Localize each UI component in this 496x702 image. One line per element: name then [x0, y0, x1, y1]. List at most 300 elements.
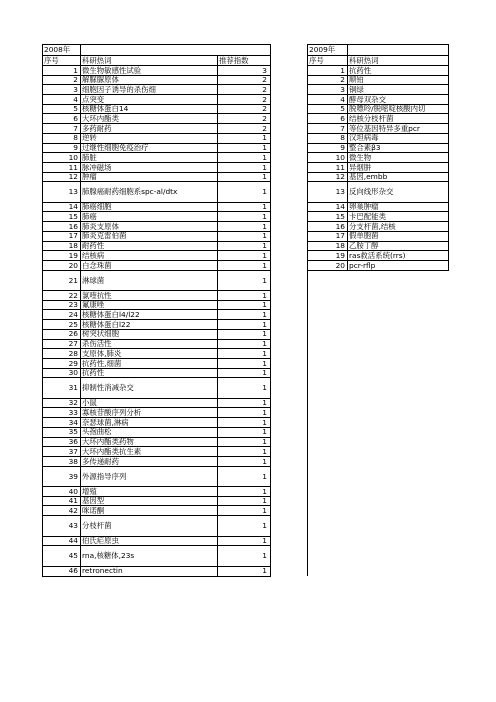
- hot-term: 肺腺癌耐药细胞系spc-al/dtx: [81, 182, 218, 203]
- column-gap: [271, 329, 308, 339]
- empty-cell: [348, 378, 449, 399]
- hot-term: 分枝杆菌: [81, 516, 218, 537]
- hot-term: 小鼠: [81, 398, 218, 408]
- table-row: [43, 85, 449, 95]
- row-index: 10: [308, 153, 348, 163]
- recommend-index: 2: [218, 95, 271, 105]
- empty-cell: [308, 456, 348, 466]
- column-header-term: 科研热词: [348, 55, 449, 66]
- column-gap: [271, 437, 308, 447]
- hot-term: rna,核糖体,23s: [81, 546, 218, 567]
- table-row: [43, 202, 449, 212]
- recommend-index: 1: [218, 310, 271, 320]
- recommend-index: 2: [218, 114, 271, 124]
- row-index: 46: [43, 566, 81, 576]
- column-gap: [271, 398, 308, 408]
- column-header-index: 序号: [308, 55, 348, 66]
- column-gap: [271, 358, 308, 368]
- empty-cell: [308, 349, 348, 359]
- table-row: [43, 566, 449, 576]
- hot-term: 逆转: [81, 133, 218, 143]
- empty-cell: [348, 437, 449, 447]
- row-index: 6: [43, 114, 81, 124]
- table-row: [43, 447, 449, 457]
- recommend-index: 1: [218, 398, 271, 408]
- hot-term: 多药耐药: [81, 124, 218, 134]
- hot-term: 增殖: [81, 487, 218, 497]
- table-row: [43, 162, 449, 172]
- hot-terms-table: [42, 44, 449, 577]
- hot-term: 铜绿: [348, 85, 449, 95]
- hot-term: 核糖体蛋白l4/l22: [81, 310, 218, 320]
- row-index: 17: [308, 231, 348, 241]
- row-index: 4: [308, 95, 348, 105]
- recommend-index: 1: [218, 153, 271, 163]
- empty-cell: [348, 516, 449, 537]
- table-row: [43, 456, 449, 466]
- row-index: 38: [43, 456, 81, 466]
- row-index: 11: [43, 162, 81, 172]
- empty-cell: [308, 339, 348, 349]
- recommend-index: 1: [218, 251, 271, 261]
- row-index: 28: [43, 349, 81, 359]
- table-row: [43, 95, 449, 105]
- recommend-index: 1: [218, 368, 271, 378]
- row-index: 41: [43, 496, 81, 506]
- recommend-index: 1: [218, 487, 271, 497]
- row-index: 21: [43, 270, 81, 291]
- table-row: [43, 153, 449, 163]
- recommend-index: 1: [218, 427, 271, 437]
- empty-cell: [308, 566, 348, 576]
- hot-term: 伯氏疟原虫: [81, 536, 218, 546]
- column-gap: [271, 133, 308, 143]
- hot-term: pcr-rflp: [348, 260, 449, 270]
- recommend-index: 1: [218, 202, 271, 212]
- row-index: 5: [43, 104, 81, 114]
- recommend-index: 1: [218, 466, 271, 487]
- hot-term: 肿瘤: [81, 172, 218, 182]
- row-index: 10: [43, 153, 81, 163]
- table-row: [43, 368, 449, 378]
- column-gap: [271, 466, 308, 487]
- hot-term: 寡核苷酸序列分析: [81, 408, 218, 418]
- column-gap: [271, 260, 308, 270]
- recommend-index: 2: [218, 75, 271, 85]
- table-row: [43, 231, 449, 241]
- year-2009-label: 2009年: [308, 45, 348, 56]
- empty-cell: [308, 398, 348, 408]
- hot-term: 肺炎克雷伯菌: [81, 231, 218, 241]
- row-index: 13: [43, 182, 81, 203]
- row-index: 11: [308, 162, 348, 172]
- empty-cell: [308, 516, 348, 537]
- hot-term: 微生物敏感性试验: [81, 66, 218, 76]
- row-index: 44: [43, 536, 81, 546]
- row-index: 14: [308, 202, 348, 212]
- empty-cell: [348, 566, 449, 576]
- row-index: 4: [43, 95, 81, 105]
- table-row: [43, 378, 449, 399]
- table-row: [43, 506, 449, 516]
- recommend-index: 1: [218, 222, 271, 232]
- recommend-index: 1: [218, 291, 271, 301]
- hot-term: 肺癌: [81, 212, 218, 222]
- table-row: [43, 222, 449, 232]
- column-header-index: 序号: [43, 55, 81, 66]
- header-row: [43, 55, 449, 66]
- column-gap: [271, 320, 308, 330]
- empty-cell: [348, 496, 449, 506]
- hot-term: 淋球菌: [81, 270, 218, 291]
- row-index: 12: [43, 172, 81, 182]
- row-index: 18: [308, 241, 348, 251]
- row-index: 26: [43, 329, 81, 339]
- column-gap: [271, 270, 308, 291]
- table-row: [43, 516, 449, 537]
- hot-term: 乙胺丁醇: [348, 241, 449, 251]
- row-index: 22: [43, 291, 81, 301]
- empty-cell: [308, 300, 348, 310]
- column-gap: [271, 45, 308, 56]
- table-row: [43, 114, 449, 124]
- recommend-index: 1: [218, 546, 271, 567]
- hot-term: 抑制性消减杂交: [81, 378, 218, 399]
- hot-term: 整合素β3: [348, 143, 449, 153]
- empty-cell: [308, 310, 348, 320]
- table-row: [43, 182, 449, 203]
- table-row: [43, 143, 449, 153]
- row-index: 31: [43, 378, 81, 399]
- empty-cell: [308, 329, 348, 339]
- column-gap: [271, 222, 308, 232]
- hot-term: 微生物: [348, 153, 449, 163]
- column-gap: [271, 202, 308, 212]
- hot-term: 顺铂: [348, 75, 449, 85]
- row-index: 15: [308, 212, 348, 222]
- hot-term: 卵巢肿瘤: [348, 202, 449, 212]
- hot-term: retronectin: [81, 566, 218, 576]
- row-index: 19: [43, 251, 81, 261]
- year-row: [43, 45, 449, 56]
- table-row: [43, 241, 449, 251]
- table-row: [43, 329, 449, 339]
- empty-cell: [308, 270, 348, 291]
- hot-term: 汉坦病毒: [348, 133, 449, 143]
- empty-cell: [308, 506, 348, 516]
- recommend-index: 1: [218, 418, 271, 428]
- row-index: 3: [43, 85, 81, 95]
- recommend-index: 1: [218, 329, 271, 339]
- table-row: [43, 133, 449, 143]
- hot-term: 结核病: [81, 251, 218, 261]
- column-gap: [271, 172, 308, 182]
- table-row: [43, 75, 449, 85]
- recommend-index: 1: [218, 408, 271, 418]
- hot-term: 树突状细胞: [81, 329, 218, 339]
- row-index: 3: [308, 85, 348, 95]
- column-gap: [271, 241, 308, 251]
- empty-cell: [348, 408, 449, 418]
- row-index: 39: [43, 466, 81, 487]
- hot-term: 氟康唑: [81, 300, 218, 310]
- table-row: [43, 300, 449, 310]
- column-gap: [271, 516, 308, 537]
- row-index: 16: [43, 222, 81, 232]
- table-row: [43, 418, 449, 428]
- hot-term: 解脲脲原体: [81, 75, 218, 85]
- empty-cell: [308, 466, 348, 487]
- row-index: 8: [308, 133, 348, 143]
- row-index: 8: [43, 133, 81, 143]
- empty-cell: [218, 45, 271, 56]
- recommend-index: 1: [218, 339, 271, 349]
- row-index: 13: [308, 182, 348, 203]
- empty-cell: [308, 320, 348, 330]
- recommend-index: 1: [218, 143, 271, 153]
- recommend-index: 1: [218, 300, 271, 310]
- column-gap: [271, 85, 308, 95]
- empty-cell: [308, 447, 348, 457]
- recommend-index: 2: [218, 85, 271, 95]
- hot-term: 脱嘌呤/脱嘧啶核酸内切: [348, 104, 449, 114]
- table-row: [43, 487, 449, 497]
- row-index: 24: [43, 310, 81, 320]
- hot-term: 肺炎支原体: [81, 222, 218, 232]
- recommend-index: 2: [218, 124, 271, 134]
- table-row: [43, 536, 449, 546]
- hot-term: 点突变: [81, 95, 218, 105]
- row-index: 12: [308, 172, 348, 182]
- recommend-index: 1: [218, 437, 271, 447]
- recommend-index: 1: [218, 270, 271, 291]
- row-index: 35: [43, 427, 81, 437]
- column-gap: [271, 566, 308, 576]
- recommend-index: 1: [218, 231, 271, 241]
- column-gap: [271, 418, 308, 428]
- row-index: 33: [43, 408, 81, 418]
- hot-term: 过继性细胞免疫治疗: [81, 143, 218, 153]
- hot-term: 分支杆菌,结核: [348, 222, 449, 232]
- hot-term: 等位基因特异多重pcr: [348, 124, 449, 134]
- hot-term: 大环内酯类药物: [81, 437, 218, 447]
- row-index: 45: [43, 546, 81, 567]
- hot-term: 杀伤活性: [81, 339, 218, 349]
- empty-cell: [308, 546, 348, 567]
- recommend-index: 1: [218, 566, 271, 576]
- empty-cell: [308, 487, 348, 497]
- table-row: [43, 66, 449, 76]
- column-gap: [271, 536, 308, 546]
- recommend-index: 1: [218, 182, 271, 203]
- column-gap: [271, 349, 308, 359]
- empty-cell: [348, 320, 449, 330]
- row-index: 16: [308, 222, 348, 232]
- hot-term: 大环内酯类抗生素: [81, 447, 218, 457]
- column-gap: [271, 300, 308, 310]
- column-gap: [271, 546, 308, 567]
- row-index: 27: [43, 339, 81, 349]
- column-gap: [271, 447, 308, 457]
- recommend-index: 1: [218, 516, 271, 537]
- row-index: 29: [43, 358, 81, 368]
- column-gap: [271, 95, 308, 105]
- row-index: 2: [308, 75, 348, 85]
- hot-term: 肺癌细胞: [81, 202, 218, 212]
- empty-cell: [81, 45, 218, 56]
- table-row: [43, 310, 449, 320]
- empty-cell: [348, 398, 449, 408]
- empty-cell: [348, 447, 449, 457]
- column-gap: [271, 496, 308, 506]
- row-index: 20: [308, 260, 348, 270]
- hot-term: 咪诺酮: [81, 506, 218, 516]
- row-index: 18: [43, 241, 81, 251]
- hot-term: 肺脏: [81, 153, 218, 163]
- hot-term: 基因,embb: [348, 172, 449, 182]
- row-index: 1: [43, 66, 81, 76]
- recommend-index: 1: [218, 456, 271, 466]
- column-gap: [271, 378, 308, 399]
- empty-cell: [348, 368, 449, 378]
- hot-term: 支原体,肺炎: [81, 349, 218, 359]
- column-gap: [271, 427, 308, 437]
- empty-cell: [308, 536, 348, 546]
- recommend-index: 1: [218, 260, 271, 270]
- recommend-index: 1: [218, 536, 271, 546]
- hot-term: 大环内酯类: [81, 114, 218, 124]
- column-gap: [271, 104, 308, 114]
- empty-cell: [348, 45, 449, 56]
- table-row: [43, 212, 449, 222]
- column-gap: [271, 456, 308, 466]
- hot-term: 头孢曲松: [81, 427, 218, 437]
- row-index: 1: [308, 66, 348, 76]
- table-row: [43, 546, 449, 567]
- recommend-index: 1: [218, 133, 271, 143]
- hot-term: 抗药性: [348, 66, 449, 76]
- column-gap: [271, 408, 308, 418]
- row-index: 7: [308, 124, 348, 134]
- hot-term: 卡巴配能类: [348, 212, 449, 222]
- table-row: [43, 349, 449, 359]
- empty-cell: [348, 291, 449, 301]
- column-gap: [271, 487, 308, 497]
- table-row: [43, 270, 449, 291]
- row-index: 25: [43, 320, 81, 330]
- row-index: 9: [308, 143, 348, 153]
- empty-cell: [348, 270, 449, 291]
- hot-term: 多传递耐药: [81, 456, 218, 466]
- table-row: [43, 398, 449, 408]
- row-index: 5: [308, 104, 348, 114]
- recommend-index: 1: [218, 349, 271, 359]
- empty-cell: [348, 310, 449, 320]
- hot-term: 奈瑟球菌,淋病: [81, 418, 218, 428]
- recommend-index: 1: [218, 358, 271, 368]
- recommend-index: 1: [218, 212, 271, 222]
- row-index: 9: [43, 143, 81, 153]
- empty-cell: [348, 418, 449, 428]
- empty-cell: [348, 358, 449, 368]
- hot-term: 细胞因子诱导的杀伤细: [81, 85, 218, 95]
- table-row: [43, 437, 449, 447]
- row-index: 32: [43, 398, 81, 408]
- recommend-index: 1: [218, 162, 271, 172]
- empty-cell: [308, 496, 348, 506]
- empty-cell: [308, 358, 348, 368]
- recommend-index: 1: [218, 172, 271, 182]
- empty-cell: [308, 408, 348, 418]
- recommend-index: 1: [218, 496, 271, 506]
- recommend-index: 1: [218, 506, 271, 516]
- empty-cell: [308, 291, 348, 301]
- hot-term: ras救活系统(rrs): [348, 251, 449, 261]
- empty-cell: [348, 506, 449, 516]
- column-gap: [271, 143, 308, 153]
- empty-cell: [348, 427, 449, 437]
- hot-term: 耐药性: [81, 241, 218, 251]
- recommend-index: 1: [218, 447, 271, 457]
- row-index: 2: [43, 75, 81, 85]
- hot-term: 核糖体蛋白14: [81, 104, 218, 114]
- empty-cell: [348, 349, 449, 359]
- empty-cell: [348, 536, 449, 546]
- row-index: 7: [43, 124, 81, 134]
- column-gap: [271, 212, 308, 222]
- column-gap: [271, 231, 308, 241]
- row-index: 37: [43, 447, 81, 457]
- column-gap: [271, 251, 308, 261]
- column-gap: [271, 368, 308, 378]
- empty-cell: [308, 418, 348, 428]
- empty-cell: [348, 329, 449, 339]
- table-row: [43, 466, 449, 487]
- empty-cell: [308, 378, 348, 399]
- table-row: [43, 408, 449, 418]
- column-gap: [271, 339, 308, 349]
- year-2008-label: 2008年: [43, 45, 81, 56]
- hot-term: 基因型: [81, 496, 218, 506]
- recommend-index: 3: [218, 66, 271, 76]
- empty-cell: [348, 456, 449, 466]
- column-gap: [271, 153, 308, 163]
- empty-cell: [348, 300, 449, 310]
- row-index: 23: [43, 300, 81, 310]
- table-row: [43, 260, 449, 270]
- hot-term: 脉冲磁场: [81, 162, 218, 172]
- hot-term: 假单胞菌: [348, 231, 449, 241]
- row-index: 36: [43, 437, 81, 447]
- column-gap: [271, 310, 308, 320]
- row-index: 15: [43, 212, 81, 222]
- empty-cell: [308, 368, 348, 378]
- hot-term: 外源指导序列: [81, 466, 218, 487]
- row-index: 40: [43, 487, 81, 497]
- row-index: 19: [308, 251, 348, 261]
- hot-term: 氯喹抗性: [81, 291, 218, 301]
- column-gap: [271, 506, 308, 516]
- table-row: [43, 427, 449, 437]
- hot-term: 抗药性,细菌: [81, 358, 218, 368]
- hot-term: 白念珠菌: [81, 260, 218, 270]
- column-gap: [271, 291, 308, 301]
- table-row: [43, 358, 449, 368]
- column-gap: [271, 75, 308, 85]
- empty-cell: [348, 466, 449, 487]
- recommend-index: 1: [218, 241, 271, 251]
- row-index: 34: [43, 418, 81, 428]
